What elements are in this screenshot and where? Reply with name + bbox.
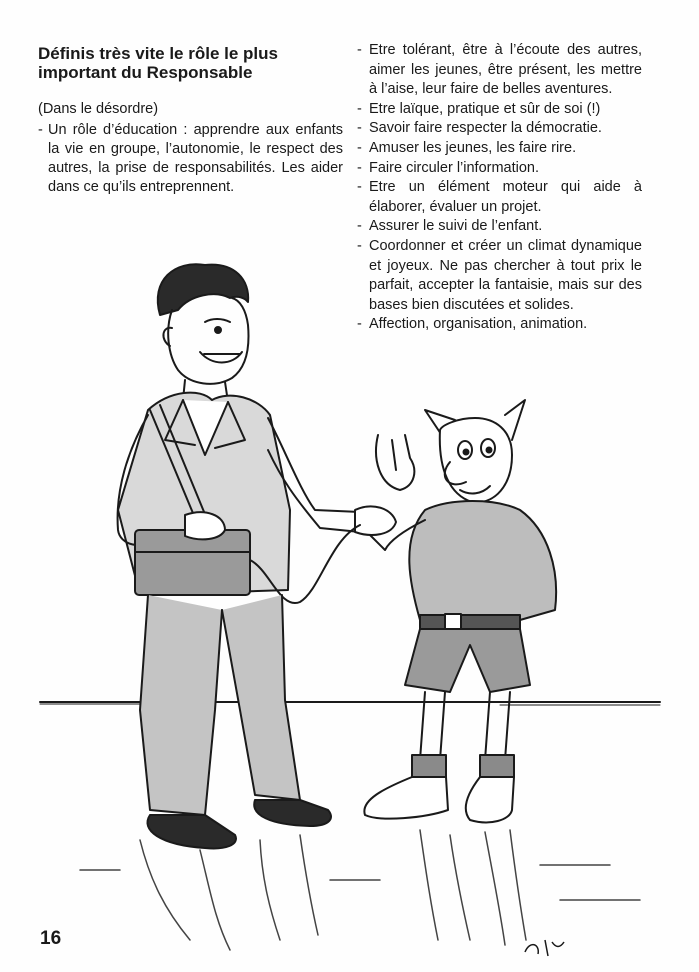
section-title: Définis très vite le rôle le plus important du Responsable: [38, 44, 278, 82]
list-item: - Amuser les jeunes, les faire rire.: [357, 139, 642, 159]
list-item: - Etre tolérant, être à l’écoute des autres, aimer les jeunes, être présent, les mettre à l’aise, leur faire de belles aventures.: [357, 41, 642, 100]
list-item: - Faire circuler l’information.: [357, 159, 642, 179]
list-item: - Affection, organisation, animation.: [357, 315, 642, 335]
left-list: [38, 121, 343, 197]
list-item: - Savoir faire respecter la démocratie.: [357, 119, 642, 139]
man-figure: [118, 264, 396, 848]
page-number: 16: [40, 928, 62, 949]
list-item: - Etre un élément moteur qui aide à élaborer, évaluer un projet.: [357, 178, 642, 217]
left-column: [38, 100, 343, 197]
list-item: - Assurer le suivi de l’enfant.: [357, 217, 642, 237]
goblin-figure: [364, 400, 556, 822]
intro-note: (Dans le désordre): [38, 101, 159, 117]
list-item: - Coordonner et créer un climat dynamique et joyeux. Ne pas chercher à tout prix le parfait, accepter la fantaisie, mais sur des bases bien discutées et solides.: [357, 237, 642, 315]
list-item: - Etre laïque, pratique et sûr de soi (!): [357, 100, 642, 120]
artist-signature: [525, 940, 564, 956]
cartoon-illustration: [0, 240, 699, 960]
list-item: - Un rôle d’éducation : apprendre aux enfants la vie en groupe, l’autonomie, le respect des autres, la prise de responsabilités. Les aider dans ce qu’ils entreprennent.: [38, 121, 343, 197]
